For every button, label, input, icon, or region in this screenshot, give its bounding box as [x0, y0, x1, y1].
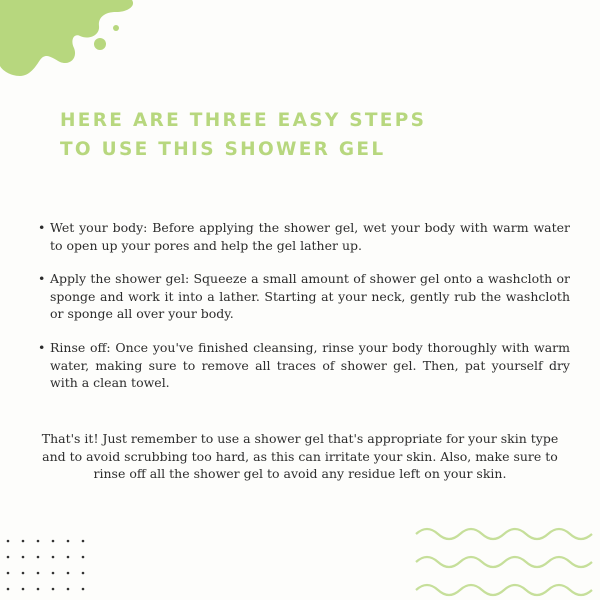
dot [67, 556, 70, 559]
dot [22, 588, 25, 591]
dot [22, 540, 25, 543]
dot [52, 540, 55, 543]
page-title [60, 106, 480, 164]
dot [7, 588, 10, 591]
dot [52, 556, 55, 559]
dot [82, 588, 85, 591]
title-line-2: TO USE THIS SHOWER GEL [60, 139, 386, 160]
dot [37, 556, 40, 559]
steps-list [38, 219, 570, 408]
dot [82, 540, 85, 543]
paint-splash-icon [0, 0, 140, 80]
dot [37, 540, 40, 543]
dot [82, 572, 85, 575]
dot [67, 588, 70, 591]
dot [7, 572, 10, 575]
step-rinse-off: • Rinse off: Once you've finished cleansing, rinse your body thoroughly with warm water, making sure to remove all traces of shower gel. Then, pat yourself dry with a clean towel. [38, 339, 570, 392]
dot-grid-icon [0, 535, 90, 600]
dot [37, 572, 40, 575]
dot [37, 588, 40, 591]
dot [7, 556, 10, 559]
wave-lines-icon [412, 522, 600, 600]
dot [67, 572, 70, 575]
dot [52, 588, 55, 591]
dot [7, 540, 10, 543]
dot [22, 556, 25, 559]
dot [82, 556, 85, 559]
closing-paragraph: That's it! Just remember to use a shower gel that's appropriate for your skin type and to avoid scrubbing too hard, as this can irritate your skin. Also, make sure to rinse off all the shower gel to avoid any residue left on your skin. [41, 431, 559, 482]
dot [22, 572, 25, 575]
step-wet-body: • Wet your body: Before applying the shower gel, wet your body with warm water to open up your pores and help the gel lather up. [38, 219, 570, 254]
dot [67, 540, 70, 543]
dot [52, 572, 55, 575]
title-line-1: HERE ARE THREE EASY STEPS [60, 110, 427, 131]
step-apply-gel: • Apply the shower gel: Squeeze a small amount of shower gel onto a washcloth or sponge and work it into a lather. Starting at your neck, gently rub the washcloth or sponge all over your body. [38, 270, 570, 323]
